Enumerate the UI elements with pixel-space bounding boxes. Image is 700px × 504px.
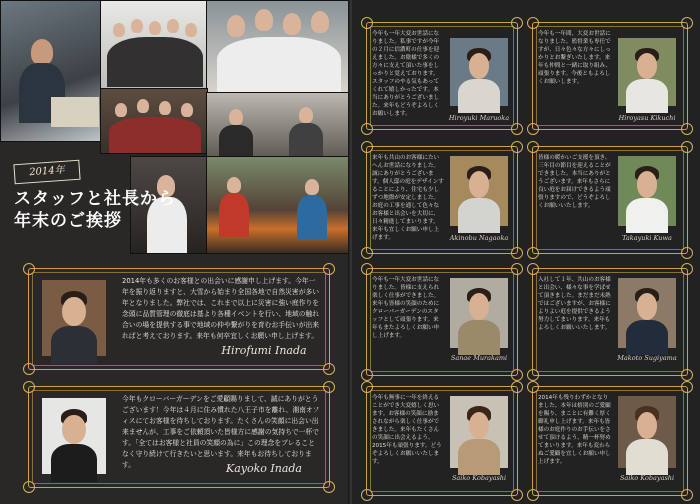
staff-message: 今年も無事に一年を終えることができ大変嬉しく思います。お客様の笑顔に励まされながら楽しく仕事ができました。来年もたくさんの笑顔に出会えるよう、2015年も頑張ります。どうぞよろしくお願いいたします。 xyxy=(372,395,442,465)
staff-message: 来年も共山のお客様にたいへんお世話になりました。誠にありがとうございます。個人邸の庭をデザインすることにより、住宅も少しずつ地盤が安定しました。お庭の工事を通して色々なお客様と出会いを大切に、日々精進してまいります。来年も宜しくお願い申し上げます。 xyxy=(372,155,444,241)
staff-signature: Sanae Murakami xyxy=(450,354,508,362)
year-banner: 2014年 xyxy=(13,160,80,185)
photo-staff-group xyxy=(100,0,208,90)
staff-message: 今年も一年間、大変お世話になりました。監督業も専任ですが、日々色々な方々にしっかりとお繋ぎいたします。来年も仲間と一緒に取り組み、頑張ります。今後ともよろしくお願いします。 xyxy=(538,31,612,85)
staff-photo xyxy=(450,38,508,106)
wife-signature: Kayoko Inada xyxy=(226,462,302,475)
photo-party-group xyxy=(100,88,208,154)
staff-photo xyxy=(450,278,508,348)
staff-message: 入社して１年、共山のお客様と出会い、様々な事を学ばせて頂きました。まだまだ未熟ではございますが、お客様によりよい庭を提供できるよう努力してまいります。来年もよろしくお願いいたします。 xyxy=(538,277,611,331)
photo-office-worker xyxy=(0,0,102,142)
staff-photo xyxy=(450,156,508,226)
president-message: 2014年も多くのお客様との出会いに感謝申し上げます。今年一年を振り返りますと、大雪から始まり全国各地で自然災害が多い年となりました。弊社では、これまで以上に災害に強い庭作りを念頭に品質管理の徹底は基より各種イベントを行い、地域の触れ合いの場を提供する事で地域の仲や繋がりを育むお手伝いが出来ればと考えております。来年も何卒宜しくお願い申し上げます。 xyxy=(122,277,320,340)
photo-outdoor-fire xyxy=(206,156,352,254)
president-signature: Hirofumi Inada xyxy=(221,344,307,357)
photo-team-selfie xyxy=(206,0,352,94)
staff-photo xyxy=(618,278,676,348)
title-line-2: 年末のご挨拶 xyxy=(14,211,122,231)
staff-signature: Akinobu Nagaoka xyxy=(449,234,509,242)
staff-photo xyxy=(450,396,508,468)
staff-message: 皆様の暖かいご支援を頂き、三年目の節目を迎えることができました。本当にありがとうございます。来年もさらに良い庭をお届けできるよう頑張りますので、どうぞよろしくお願いいたします。 xyxy=(538,155,611,209)
page-title xyxy=(14,188,176,232)
staff-message: 2014年も残りわずかとなりました。本年は格別のご愛顧を賜り、まことに有難く厚く御礼申し上げます。来年も皆様のお庭作りのお手伝いをさせて頂けるよう、精一杯努めてまいります。来年も変わらぬご愛顧を宜しくお願い申し上げます。 xyxy=(538,395,611,465)
title-line-1: スタッフと社長から xyxy=(14,189,176,209)
wife-message: 今年もクローバーガーデンをご愛顧賜りまして、誠にありがとうございます！今年は４月に住み慣れた八王子市を離れ、湘南オフィスにてお客様を待ちしております。たくさんの笑顔に出会い出来ませんが、工事をご依頼頂いた皆様方に感謝の気持ちで一杯です。「全てはお客様と社員の笑顔の為に」この理念をブレることなく守り続けて行きたいと思います。来年もお待ちしております。 xyxy=(122,395,320,469)
staff-photo xyxy=(618,38,676,106)
president-photo xyxy=(42,280,106,356)
staff-signature: Saiko Kobayashi xyxy=(619,474,675,482)
staff-signature: Hiroyasu Kikuchi xyxy=(618,114,676,122)
staff-signature: Saiko Kobayashi xyxy=(451,474,507,482)
right-page xyxy=(352,0,700,504)
staff-photo xyxy=(618,396,676,468)
staff-signature: Takayuki Kuwa xyxy=(622,234,672,242)
staff-signature: Hiroyuki Maruoka xyxy=(448,114,510,122)
staff-photo xyxy=(618,156,676,226)
staff-signature: Makoto Sugiyama xyxy=(617,354,677,362)
wife-photo xyxy=(42,398,106,474)
staff-message: 今年も一年大変お世話になりました。皆様に支えられ楽しく仕事ができました。来年も皆様の笑顔のためにクローバーガーデンのスタッフとして頑張ります。来年もまたよろしくお願い申し上げます。 xyxy=(372,277,440,339)
staff-message: 今年も一年大変お世話になりました。私事ですが今年の２月に信濃町の仕事を迎えました。お陰様で多くの方々に支えて頂いた事をしっかりと覚えております。スタッフのやる気もあってくれて嬉しかったです。本当にありがとうございました。来年もどうぞよろしくお願いします。 xyxy=(372,31,440,117)
photo-meeting xyxy=(206,92,352,158)
